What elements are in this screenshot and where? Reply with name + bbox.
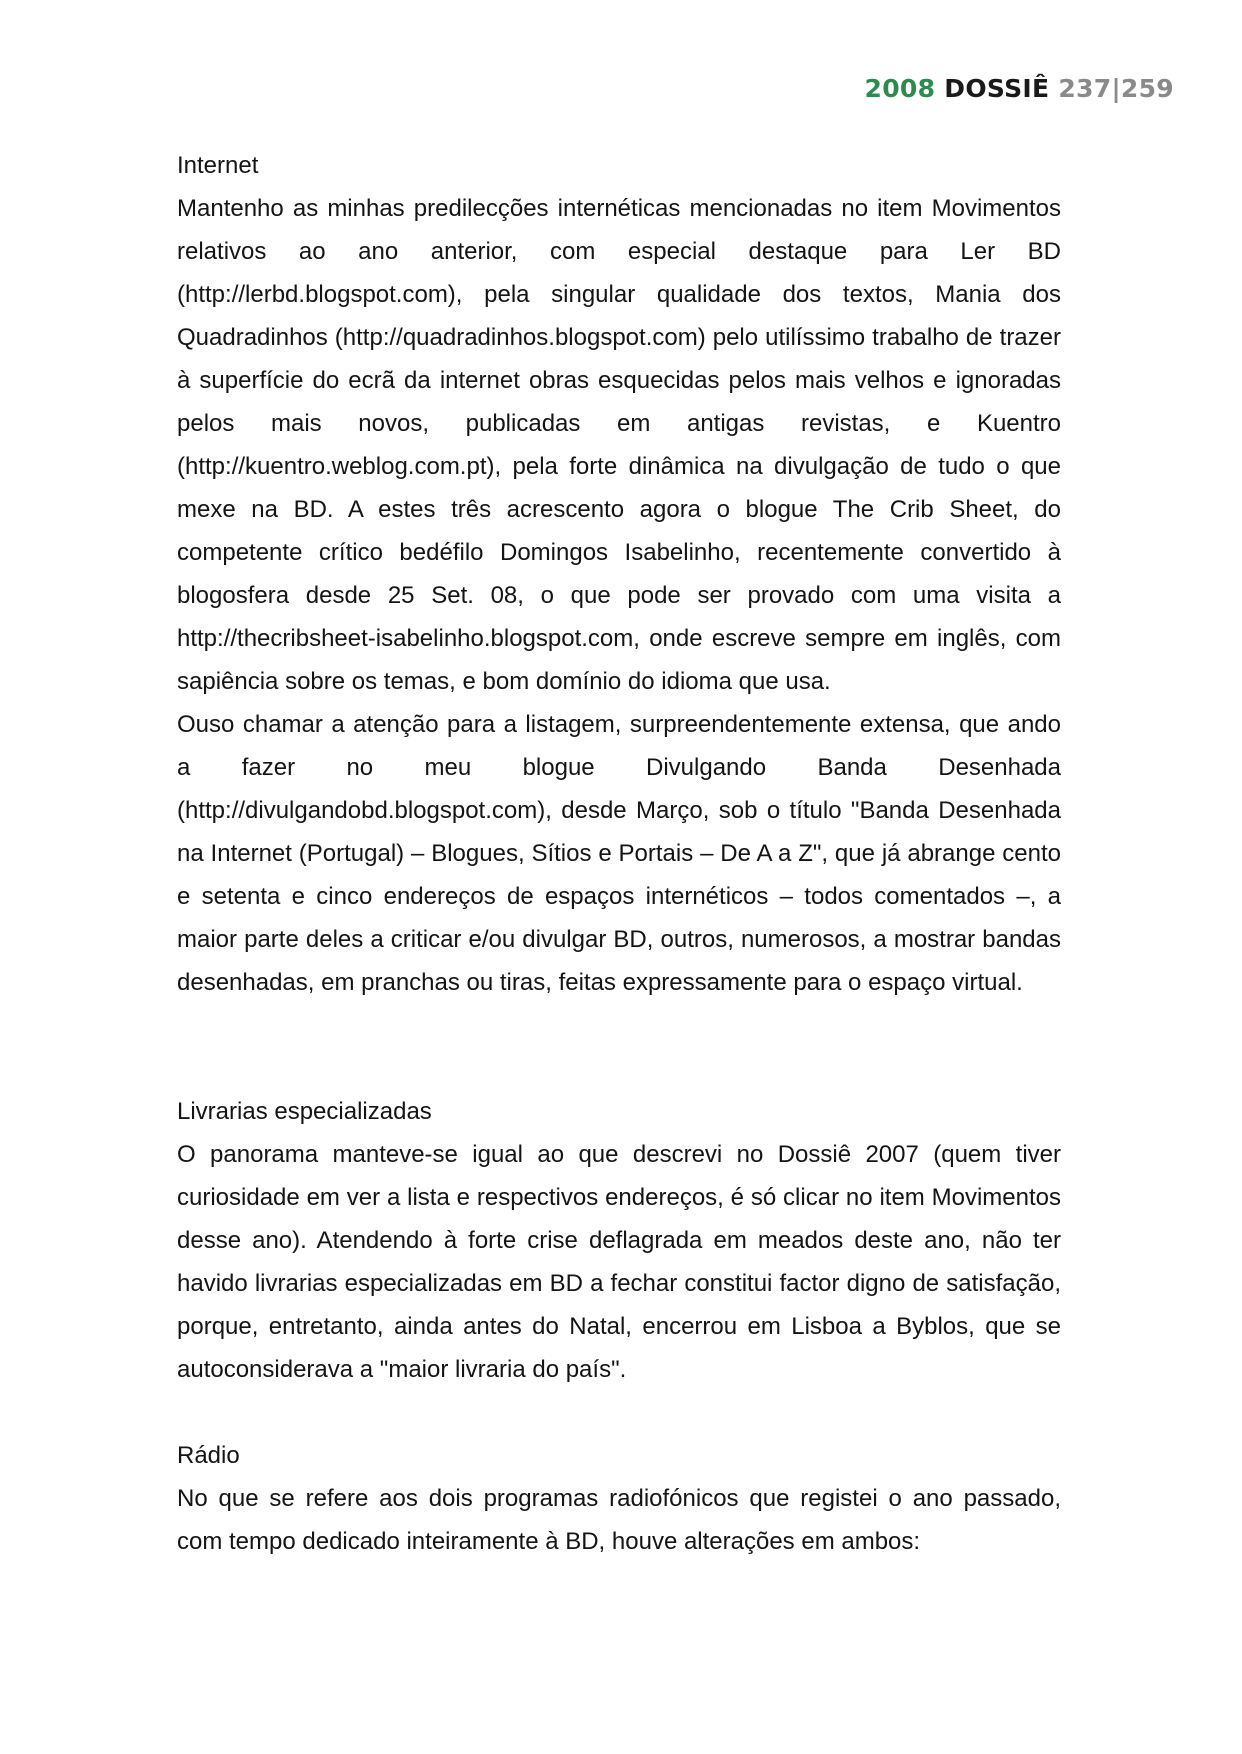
header-page-numbers: 237|259 — [1058, 74, 1174, 103]
section-spacer — [177, 1391, 1061, 1434]
paragraph-radio-1: No que se refere aos dois programas radiofónicos que registei o ano passado, com tempo dedicado inteiramente à BD, houve alterações em ambos: — [177, 1485, 1061, 1555]
document-body — [177, 144, 1061, 1563]
section-livrarias — [177, 1090, 1061, 1391]
header-title: DOSSIÊ — [944, 74, 1050, 103]
section-heading-livrarias: Livrarias especializadas — [177, 1098, 432, 1125]
paragraph-internet-1: Mantenho as minhas predilecções internéticas mencionadas no item Movimentos relativos ao ano anterior, com especial destaque para Ler BD (http://lerbd.blogspot.com), pela singular qualidade dos textos, Mania dos Quadradinhos (http://quadradinhos.blogspot.com) pelo utilíssimo trabalho de trazer à superfície do ecrã da internet obras esquecidas pelos mais velhos e ignoradas pelos mais novos, publicadas em antigas revistas, e Kuentro (http://kuentro.weblog.com.pt), pela forte dinâmica na divulgação de tudo o que mexe na BD. A estes três acrescento agora o blogue The Crib Sheet, do competente crítico bedéfilo Domingos Isabelinho, recentemente convertido à blogosfera desde 25 Set. 08, o que pode ser provado com uma visita a http://thecribsheet-isabelinho.blogspot.com, onde escreve sempre em inglês, com sapiência sobre os temas, e bom domínio do idioma que usa. — [177, 195, 1061, 695]
section-radio — [177, 1434, 1061, 1563]
section-heading-internet: Internet — [177, 152, 259, 179]
paragraph-livrarias-1: O panorama manteve-se igual ao que descrevi no Dossiê 2007 (quem tiver curiosidade em ver a lista e respectivos endereços, é só clicar no item Movimentos desse ano). Atendendo à forte crise deflagrada em meados deste ano, não ter havido livrarias especializadas em BD a fechar constitui factor digno de satisfação, porque, entretanto, ainda antes do Natal, encerrou em Lisboa a Byblos, que se autoconsiderava a "maior livraria do país". — [177, 1141, 1061, 1383]
section-internet — [177, 144, 1061, 1004]
page-header — [865, 74, 1175, 103]
section-heading-radio: Rádio — [177, 1442, 240, 1469]
header-year: 2008 — [864, 74, 936, 103]
section-spacer — [177, 1004, 1061, 1090]
paragraph-internet-2: Ouso chamar a atenção para a listagem, surpreendentemente extensa, que ando a fazer no meu blogue Divulgando Banda Desenhada (http://divulgandobd.blogspot.com), desde Março, sob o título "Banda Desenhada na Internet (Portugal) – Blogues, Sítios e Portais – De A a Z", que já abrange cento e setenta e cinco endereços de espaços internéticos – todos comentados –, a maior parte deles a criticar e/ou divulgar BD, outros, numerosos, a mostrar bandas desenhadas, em pranchas ou tiras, feitas expressamente para o espaço virtual. — [177, 711, 1061, 996]
